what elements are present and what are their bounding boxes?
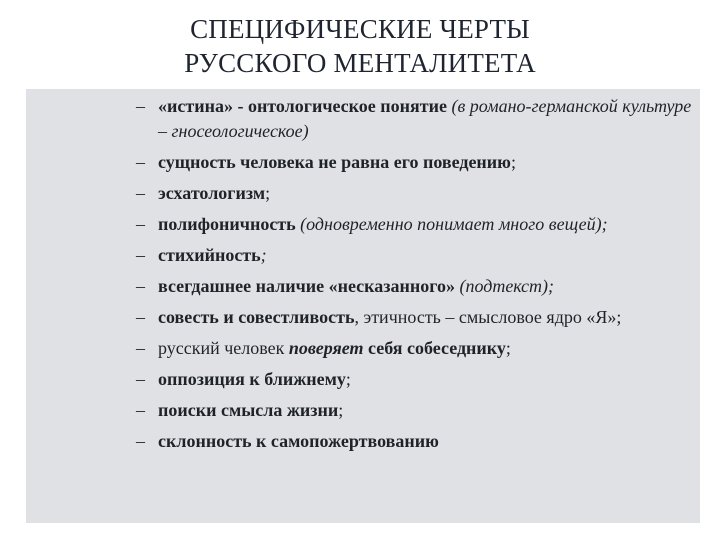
item-note: (в романо-германской культуре – гносеологическое) [158, 96, 692, 141]
list-item [136, 398, 696, 423]
item-term: стихийность [158, 244, 261, 265]
dash-bullet: – [136, 244, 145, 265]
item-term: совесть и совестливость [158, 307, 355, 328]
item-note: (одновременно понимает много вещей); [295, 213, 608, 234]
item-term: эсхатологизм [158, 182, 266, 203]
item-text: русский человек [158, 338, 289, 359]
dash-bullet: – [136, 369, 145, 390]
item-term: себя собеседнику [363, 338, 506, 359]
item-term: всегдашнее наличие «несказанного» [158, 275, 455, 296]
list-item [136, 243, 696, 268]
dash-bullet: – [136, 431, 145, 452]
list-item [136, 367, 696, 392]
dash-bullet: – [136, 213, 145, 234]
traits-list [136, 94, 696, 461]
list-item [136, 150, 696, 175]
list-item [136, 94, 696, 143]
list-item [136, 274, 696, 299]
list-item [136, 336, 696, 361]
item-punct: ; [265, 182, 271, 203]
slide-title-line-2: РУССКОГО МЕНТАЛИТЕТА [184, 48, 536, 78]
item-term: оппозиция к ближнему [158, 369, 346, 390]
list-item [136, 429, 696, 454]
item-punct: ; [345, 369, 351, 390]
dash-bullet: – [136, 151, 145, 172]
item-term: склонность к самопожертвованию [158, 431, 439, 452]
dash-bullet: – [136, 182, 145, 203]
item-punct: ; [505, 338, 511, 359]
item-punct: ; [510, 151, 516, 172]
item-term: поиски смысла жизни [158, 400, 339, 421]
item-term: полифоничность [158, 213, 296, 234]
item-term: «истина» - онтологическое понятие [158, 96, 447, 116]
dash-bullet: – [136, 275, 145, 296]
list-item [136, 212, 696, 237]
dash-bullet: – [136, 338, 145, 359]
dash-bullet: – [136, 307, 145, 328]
item-emphasis: поверяет [288, 338, 364, 359]
item-note: (подтекст); [454, 275, 555, 296]
item-punct: ; [260, 244, 267, 265]
item-punct: ; [338, 400, 344, 421]
item-term: сущность человека не равна его поведению [158, 151, 511, 172]
list-item [136, 181, 696, 206]
dash-bullet: – [136, 96, 145, 116]
slide-title [0, 12, 720, 80]
item-note: , этичность – смысловое ядро «Я»; [354, 307, 622, 328]
list-item [136, 305, 696, 330]
dash-bullet: – [136, 400, 145, 421]
slide-title-line-1: СПЕЦИФИЧЕСКИЕ ЧЕРТЫ [190, 14, 530, 44]
